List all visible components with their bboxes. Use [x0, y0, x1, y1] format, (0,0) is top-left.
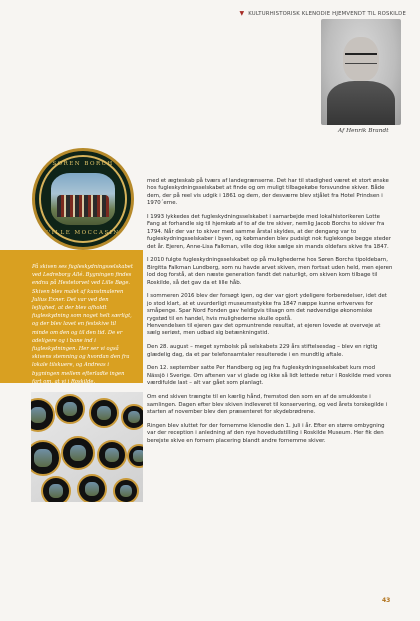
paragraph: Ringen blev sluttet for der fornemme klenodie den 1. juli i år. Efter en større ombygning var der reception i anledning af den nye hovedudstilling i Roskilde Museum. Her fik den berejste skive en fornem placering blandt andre fornemme skiver. [147, 422, 385, 444]
shooting-disc-image [32, 148, 134, 250]
wall-disc [127, 444, 143, 468]
running-header [239, 10, 406, 17]
paragraph: med et ægteskab på tværs af landegrænserne. Det har til stadighed været et stort ønske hos fugleskydningsselskabet at finde og om muligt tilbagekøbe forsvundne skiver. Både dem, der på reel vis udgik i 1861 og dem, der desværre blev stjålet fra Hotel Prindsen i 1970´erne. [147, 178, 389, 207]
author-byline: Af Henrik Brandt [338, 128, 389, 134]
wall-disc [121, 404, 143, 430]
photo-caption: På skiven ses fugleskydningsselskabet ved Ledreborg Allé. Bygningen findes endnu på Hestetorvet ved Lille Bøge. Skiven blev malet af kunstmaleren Julius Exner. Det var ved den lejlighed, at der blev afholdt fugleskydning som noget helt særligt, og der blev lavet en festskive til minde om den og til den tid. De er adeligere og i bane ind i fugleskydningen. Her ser vi også skivens stemning og hvordan den fra lokale tilskuere, og Andreas i bygningen mellem efterladte ingen fart om, at vi i Roskilde. [32, 264, 133, 385]
paragraph: Den 28. august – meget symbolsk på selskabets 229 års stiftelsesdag – blev en rigtig glædelig dag, da et par telefonsamtaler resulterede i en mundtlig aftale. [147, 344, 378, 358]
wall-disc [97, 440, 127, 470]
paragraph: I 2010 fulgte fugleskydningsselskabet op på mulighederne hos Søren Borchs tipoldebarn, Birgitta Falkman Lundberg, som nu havde arvet skiven, men fortsat uden held, men ejeren lod dog forstå, at den næste generation fandt det naturligt, om skiven kom tilbage til Roskilde, så det gav da et lille håb. [147, 257, 393, 286]
wall-disc [89, 398, 119, 428]
header-text: KULTURHISTORISK KLENODIE HJEMVENDT TIL ROSKILDE [248, 10, 406, 17]
wall-disc [31, 440, 61, 476]
paragraph: Den 12. september satte Per Handberg og jeg fra fugleskydningsselskabet kurs mod Nässjö i Sverige. Om aftenen var vi glade og ikke så lidt lettede retur i Roskilde med vores værdifulde last – alt var gået som planlagt. [147, 365, 392, 387]
glasses-icon [345, 53, 377, 64]
photo-caption-box [0, 250, 143, 383]
disc-top-inscription: SØREN BORCH [52, 161, 114, 167]
author-photo [321, 19, 401, 125]
article-body [147, 178, 393, 451]
page-number: 43 [382, 597, 391, 604]
wall-disc [41, 476, 71, 502]
author-shirt [327, 81, 395, 125]
paragraph: I sommeren 2016 blev der forsøgt igen, og der var gjort ydeligere forberedelser, idet det jo stod klart, at et uvurderligt museumsstykke fra 1847 næppe kunne erhverves for småpenge. Spar Nord Fonden gav heldigvis tilsagn om det nødvendige økonomiske rygstød til en handel, hvis mulighederne skulle opstå. Henvendelsen til ejeren gav det opmuntrende resultat, at ejeren lovede at overveje at sælg seriøst, men udbad sig betænkningstid. [147, 293, 387, 337]
triangle-icon: ▼ [239, 10, 245, 17]
wall-disc [77, 474, 107, 502]
wall-disc [31, 398, 55, 432]
paragraph: I 1993 lykkedes det fugleskydningsselskabet i samarbejde med lokalhistorikeren Lotte Fang at forhandle sig til hjemkøb af to af de tre skiver, nemlig Jacob Borchs to skiver fra 1794. Når der var to skiver med samme årstal skyldes, at der dengang var to fugleskydningsselskaber i byen, og købmanden blev pudsigt nok fuglekonge begge steder det år. Ejeren, Anne-Lisa Falkman, ville dog ikke sælge sin mands oldefars skive fra 1847. [147, 214, 391, 250]
wall-disc [113, 478, 139, 502]
paragraph: Om end skiven trængte til en kærlig hånd, fremstod den som en af de smukkeste i samlingen. Dagen efter blev skiven indleveret til konservering, og ved årets torskegilde i starten af november blev den præsenteret for skydebrødrene. [147, 394, 388, 415]
wall-disc [55, 394, 85, 424]
museum-wall-photo [31, 392, 143, 502]
wall-disc [61, 436, 95, 470]
disc-bottom-inscription: VILLE MOCCASIN [46, 230, 120, 236]
disc-figures [57, 195, 109, 217]
